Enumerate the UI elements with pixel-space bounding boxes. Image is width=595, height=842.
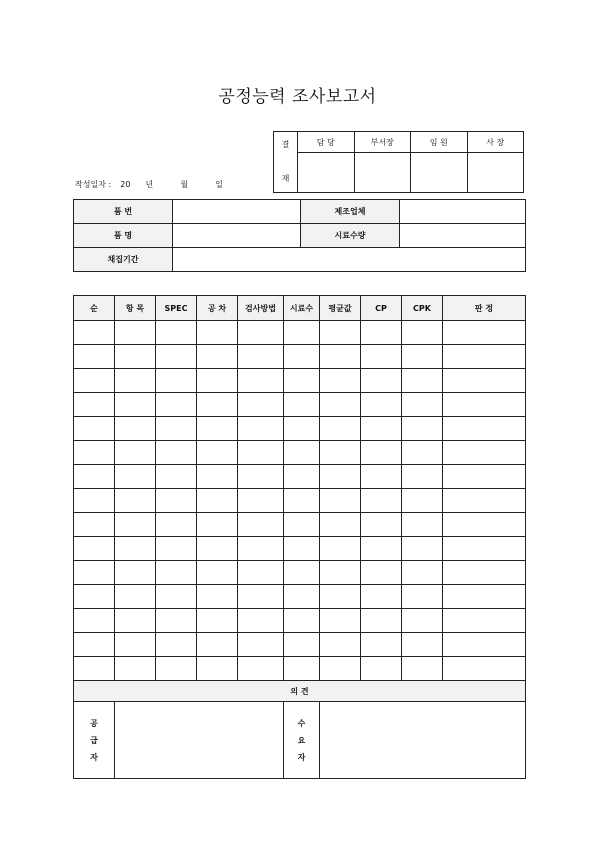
table-cell[interactable] bbox=[320, 561, 361, 585]
table-header-row bbox=[74, 296, 526, 321]
table-cell[interactable] bbox=[115, 585, 156, 609]
table-cell[interactable] bbox=[74, 585, 115, 609]
supplier-label bbox=[74, 702, 115, 779]
table-cell[interactable] bbox=[156, 633, 197, 657]
table-cell[interactable] bbox=[402, 417, 443, 441]
table-cell[interactable] bbox=[197, 321, 238, 345]
table-cell[interactable] bbox=[284, 417, 320, 441]
table-cell[interactable] bbox=[443, 369, 526, 393]
col-header-item: 항 목 bbox=[115, 296, 156, 321]
col-header-mean: 평균값 bbox=[320, 296, 361, 321]
table-cell[interactable] bbox=[115, 489, 156, 513]
table-cell[interactable] bbox=[238, 321, 284, 345]
table-cell[interactable] bbox=[320, 417, 361, 441]
table-cell[interactable] bbox=[156, 465, 197, 489]
customer-opinion-field[interactable] bbox=[320, 702, 526, 779]
table-cell[interactable] bbox=[197, 561, 238, 585]
table-row bbox=[74, 393, 526, 417]
table-cell[interactable] bbox=[197, 513, 238, 537]
signature-cell[interactable] bbox=[411, 153, 468, 193]
table-cell[interactable] bbox=[284, 537, 320, 561]
sample-qty-label: 시료수량 bbox=[301, 224, 400, 248]
table-cell[interactable] bbox=[320, 465, 361, 489]
table-cell[interactable] bbox=[115, 657, 156, 681]
approval-side-char-1: 결 bbox=[281, 140, 290, 149]
info-table bbox=[73, 199, 526, 272]
table-cell[interactable] bbox=[284, 393, 320, 417]
table-cell[interactable] bbox=[74, 561, 115, 585]
table-cell[interactable] bbox=[156, 585, 197, 609]
date-month-label: 월 bbox=[180, 180, 189, 189]
table-cell[interactable] bbox=[74, 489, 115, 513]
capability-table bbox=[73, 295, 526, 779]
table-row bbox=[74, 513, 526, 537]
opinion-header: 의 견 bbox=[74, 681, 526, 702]
approval-col-president: 사 장 bbox=[467, 132, 524, 153]
table-cell[interactable] bbox=[402, 585, 443, 609]
table-cell[interactable] bbox=[238, 465, 284, 489]
table-cell[interactable] bbox=[197, 393, 238, 417]
table-cell[interactable] bbox=[443, 609, 526, 633]
table-cell[interactable] bbox=[284, 465, 320, 489]
table-row bbox=[74, 585, 526, 609]
table-row bbox=[74, 465, 526, 489]
table-cell[interactable] bbox=[74, 321, 115, 345]
table-cell[interactable] bbox=[402, 609, 443, 633]
table-cell[interactable] bbox=[284, 513, 320, 537]
table-cell[interactable] bbox=[74, 417, 115, 441]
table-row bbox=[74, 657, 526, 681]
table-cell[interactable] bbox=[402, 465, 443, 489]
table-cell[interactable] bbox=[197, 345, 238, 369]
table-cell[interactable] bbox=[402, 537, 443, 561]
manufacturer-field[interactable] bbox=[400, 200, 526, 224]
table-cell[interactable] bbox=[115, 321, 156, 345]
table-row bbox=[74, 561, 526, 585]
date-label: 작성일자 : bbox=[75, 180, 112, 189]
table-cell[interactable] bbox=[156, 369, 197, 393]
table-cell[interactable] bbox=[402, 633, 443, 657]
approval-col-manager: 부서장 bbox=[354, 132, 411, 153]
table-cell[interactable] bbox=[443, 513, 526, 537]
table-cell[interactable] bbox=[115, 417, 156, 441]
table-cell[interactable] bbox=[361, 609, 402, 633]
table-cell[interactable] bbox=[443, 537, 526, 561]
table-cell[interactable] bbox=[402, 393, 443, 417]
table-cell[interactable] bbox=[284, 657, 320, 681]
table-cell[interactable] bbox=[320, 369, 361, 393]
table-cell[interactable] bbox=[115, 441, 156, 465]
table-cell[interactable] bbox=[197, 369, 238, 393]
table-cell[interactable] bbox=[402, 441, 443, 465]
table-cell[interactable] bbox=[156, 513, 197, 537]
table-cell[interactable] bbox=[402, 369, 443, 393]
table-cell[interactable] bbox=[197, 609, 238, 633]
date-day-label: 일 bbox=[215, 180, 223, 189]
approval-side-char-2: 재 bbox=[281, 174, 290, 183]
part-name-label: 품 명 bbox=[74, 224, 173, 248]
table-cell[interactable] bbox=[238, 609, 284, 633]
table-cell[interactable] bbox=[238, 633, 284, 657]
table-cell[interactable] bbox=[238, 561, 284, 585]
table-cell[interactable] bbox=[284, 345, 320, 369]
table-cell[interactable] bbox=[238, 393, 284, 417]
table-row bbox=[74, 369, 526, 393]
table-cell[interactable] bbox=[197, 441, 238, 465]
table-cell[interactable] bbox=[361, 633, 402, 657]
table-cell[interactable] bbox=[284, 609, 320, 633]
table-cell[interactable] bbox=[361, 369, 402, 393]
col-header-no: 순 bbox=[74, 296, 115, 321]
table-cell[interactable] bbox=[402, 513, 443, 537]
table-cell[interactable] bbox=[284, 441, 320, 465]
table-cell[interactable] bbox=[238, 537, 284, 561]
table-cell[interactable] bbox=[361, 465, 402, 489]
col-header-cp: CP bbox=[361, 296, 402, 321]
table-cell[interactable] bbox=[284, 489, 320, 513]
table-cell[interactable] bbox=[361, 441, 402, 465]
table-cell[interactable] bbox=[115, 633, 156, 657]
signature-cell[interactable] bbox=[298, 153, 355, 193]
table-cell[interactable] bbox=[284, 585, 320, 609]
col-header-cpk: CPK bbox=[402, 296, 443, 321]
table-cell[interactable] bbox=[197, 417, 238, 441]
approval-col-staff: 담 당 bbox=[298, 132, 355, 153]
table-cell[interactable] bbox=[74, 513, 115, 537]
table-cell[interactable] bbox=[238, 489, 284, 513]
table-cell[interactable] bbox=[320, 393, 361, 417]
table-cell[interactable] bbox=[402, 321, 443, 345]
table-row bbox=[74, 633, 526, 657]
table-cell[interactable] bbox=[443, 417, 526, 441]
table-cell[interactable] bbox=[115, 369, 156, 393]
table-cell[interactable] bbox=[197, 585, 238, 609]
table-cell[interactable] bbox=[443, 633, 526, 657]
approval-box bbox=[273, 131, 524, 193]
table-cell[interactable] bbox=[156, 393, 197, 417]
table-cell[interactable] bbox=[402, 489, 443, 513]
date-year-prefix[interactable]: 20 bbox=[120, 180, 131, 189]
table-cell[interactable] bbox=[361, 489, 402, 513]
table-cell[interactable] bbox=[197, 537, 238, 561]
supplier-char: 공 bbox=[90, 718, 98, 728]
part-name-field[interactable] bbox=[173, 224, 301, 248]
col-header-tolerance: 공 차 bbox=[197, 296, 238, 321]
table-cell[interactable] bbox=[443, 561, 526, 585]
date-year-label: 년 bbox=[145, 180, 154, 189]
table-cell[interactable] bbox=[361, 537, 402, 561]
table-cell[interactable] bbox=[156, 345, 197, 369]
table-row bbox=[74, 609, 526, 633]
table-cell[interactable] bbox=[156, 561, 197, 585]
supplier-opinion-field[interactable] bbox=[115, 702, 284, 779]
signature-cell[interactable] bbox=[354, 153, 411, 193]
table-cell[interactable] bbox=[361, 393, 402, 417]
signature-cell[interactable] bbox=[467, 153, 524, 193]
table-cell[interactable] bbox=[156, 609, 197, 633]
table-cell[interactable] bbox=[443, 345, 526, 369]
table-cell[interactable] bbox=[115, 561, 156, 585]
table-cell[interactable] bbox=[115, 537, 156, 561]
table-cell[interactable] bbox=[238, 369, 284, 393]
table-cell[interactable] bbox=[320, 513, 361, 537]
table-cell[interactable] bbox=[402, 657, 443, 681]
table-cell[interactable] bbox=[197, 489, 238, 513]
table-cell[interactable] bbox=[197, 633, 238, 657]
table-row bbox=[74, 345, 526, 369]
table-row bbox=[74, 537, 526, 561]
table-cell[interactable] bbox=[284, 561, 320, 585]
table-row bbox=[74, 489, 526, 513]
table-cell[interactable] bbox=[238, 657, 284, 681]
table-cell[interactable] bbox=[443, 585, 526, 609]
table-cell[interactable] bbox=[320, 657, 361, 681]
table-row bbox=[74, 441, 526, 465]
table-cell[interactable] bbox=[238, 417, 284, 441]
table-cell[interactable] bbox=[402, 345, 443, 369]
table-row bbox=[74, 321, 526, 345]
table-cell[interactable] bbox=[197, 657, 238, 681]
table-cell[interactable] bbox=[156, 321, 197, 345]
customer-label bbox=[284, 702, 320, 779]
table-cell[interactable] bbox=[443, 321, 526, 345]
table-cell[interactable] bbox=[115, 393, 156, 417]
table-cell[interactable] bbox=[74, 465, 115, 489]
table-cell[interactable] bbox=[443, 465, 526, 489]
table-cell[interactable] bbox=[361, 657, 402, 681]
table-cell[interactable] bbox=[156, 537, 197, 561]
table-cell[interactable] bbox=[320, 537, 361, 561]
supplier-char: 자 bbox=[90, 752, 98, 762]
col-header-method: 검사방법 bbox=[238, 296, 284, 321]
table-cell[interactable] bbox=[361, 417, 402, 441]
table-cell[interactable] bbox=[320, 321, 361, 345]
table-cell[interactable] bbox=[443, 489, 526, 513]
table-row bbox=[74, 417, 526, 441]
table-cell[interactable] bbox=[115, 345, 156, 369]
table-cell[interactable] bbox=[74, 369, 115, 393]
table-cell[interactable] bbox=[115, 609, 156, 633]
col-header-samples: 시료수 bbox=[284, 296, 320, 321]
approval-side-label bbox=[274, 132, 298, 193]
table-cell[interactable] bbox=[361, 513, 402, 537]
period-label: 채집기간 bbox=[74, 248, 173, 272]
table-cell[interactable] bbox=[320, 609, 361, 633]
table-cell[interactable] bbox=[284, 633, 320, 657]
customer-char: 자 bbox=[297, 752, 306, 762]
table-cell[interactable] bbox=[361, 585, 402, 609]
part-no-field[interactable] bbox=[173, 200, 301, 224]
manufacturer-label: 제조업체 bbox=[301, 200, 400, 224]
part-no-label: 품 번 bbox=[74, 200, 173, 224]
table-cell[interactable] bbox=[238, 441, 284, 465]
table-cell[interactable] bbox=[443, 441, 526, 465]
table-cell[interactable] bbox=[74, 537, 115, 561]
table-cell[interactable] bbox=[74, 441, 115, 465]
table-cell[interactable] bbox=[156, 489, 197, 513]
col-header-spec: SPEC bbox=[156, 296, 197, 321]
table-cell[interactable] bbox=[320, 441, 361, 465]
table-cell[interactable] bbox=[284, 369, 320, 393]
table-cell[interactable] bbox=[320, 633, 361, 657]
sample-qty-field[interactable] bbox=[400, 224, 526, 248]
table-cell[interactable] bbox=[443, 657, 526, 681]
table-cell[interactable] bbox=[320, 489, 361, 513]
customer-char: 수 bbox=[297, 718, 306, 728]
table-cell[interactable] bbox=[238, 513, 284, 537]
table-cell[interactable] bbox=[115, 513, 156, 537]
table-cell[interactable] bbox=[361, 345, 402, 369]
table-cell[interactable] bbox=[156, 657, 197, 681]
table-cell[interactable] bbox=[74, 345, 115, 369]
table-cell[interactable] bbox=[320, 585, 361, 609]
table-cell[interactable] bbox=[74, 633, 115, 657]
period-field[interactable] bbox=[173, 248, 526, 272]
table-cell[interactable] bbox=[238, 345, 284, 369]
table-cell[interactable] bbox=[74, 609, 115, 633]
table-cell[interactable] bbox=[74, 657, 115, 681]
page-title: 공정능력 조사보고서 bbox=[218, 87, 377, 107]
table-cell[interactable] bbox=[361, 321, 402, 345]
table-cell[interactable] bbox=[156, 417, 197, 441]
table-cell[interactable] bbox=[402, 561, 443, 585]
date-line bbox=[75, 179, 223, 190]
table-cell[interactable] bbox=[284, 321, 320, 345]
approval-col-executive: 임 원 bbox=[411, 132, 468, 153]
table-cell[interactable] bbox=[156, 441, 197, 465]
table-cell[interactable] bbox=[197, 465, 238, 489]
table-cell[interactable] bbox=[443, 393, 526, 417]
table-cell[interactable] bbox=[238, 585, 284, 609]
supplier-char: 급 bbox=[90, 735, 98, 745]
customer-char: 요 bbox=[297, 735, 306, 745]
table-cell[interactable] bbox=[115, 465, 156, 489]
col-header-judgement: 판 정 bbox=[443, 296, 526, 321]
table-cell[interactable] bbox=[74, 393, 115, 417]
table-cell[interactable] bbox=[361, 561, 402, 585]
table-cell[interactable] bbox=[320, 345, 361, 369]
